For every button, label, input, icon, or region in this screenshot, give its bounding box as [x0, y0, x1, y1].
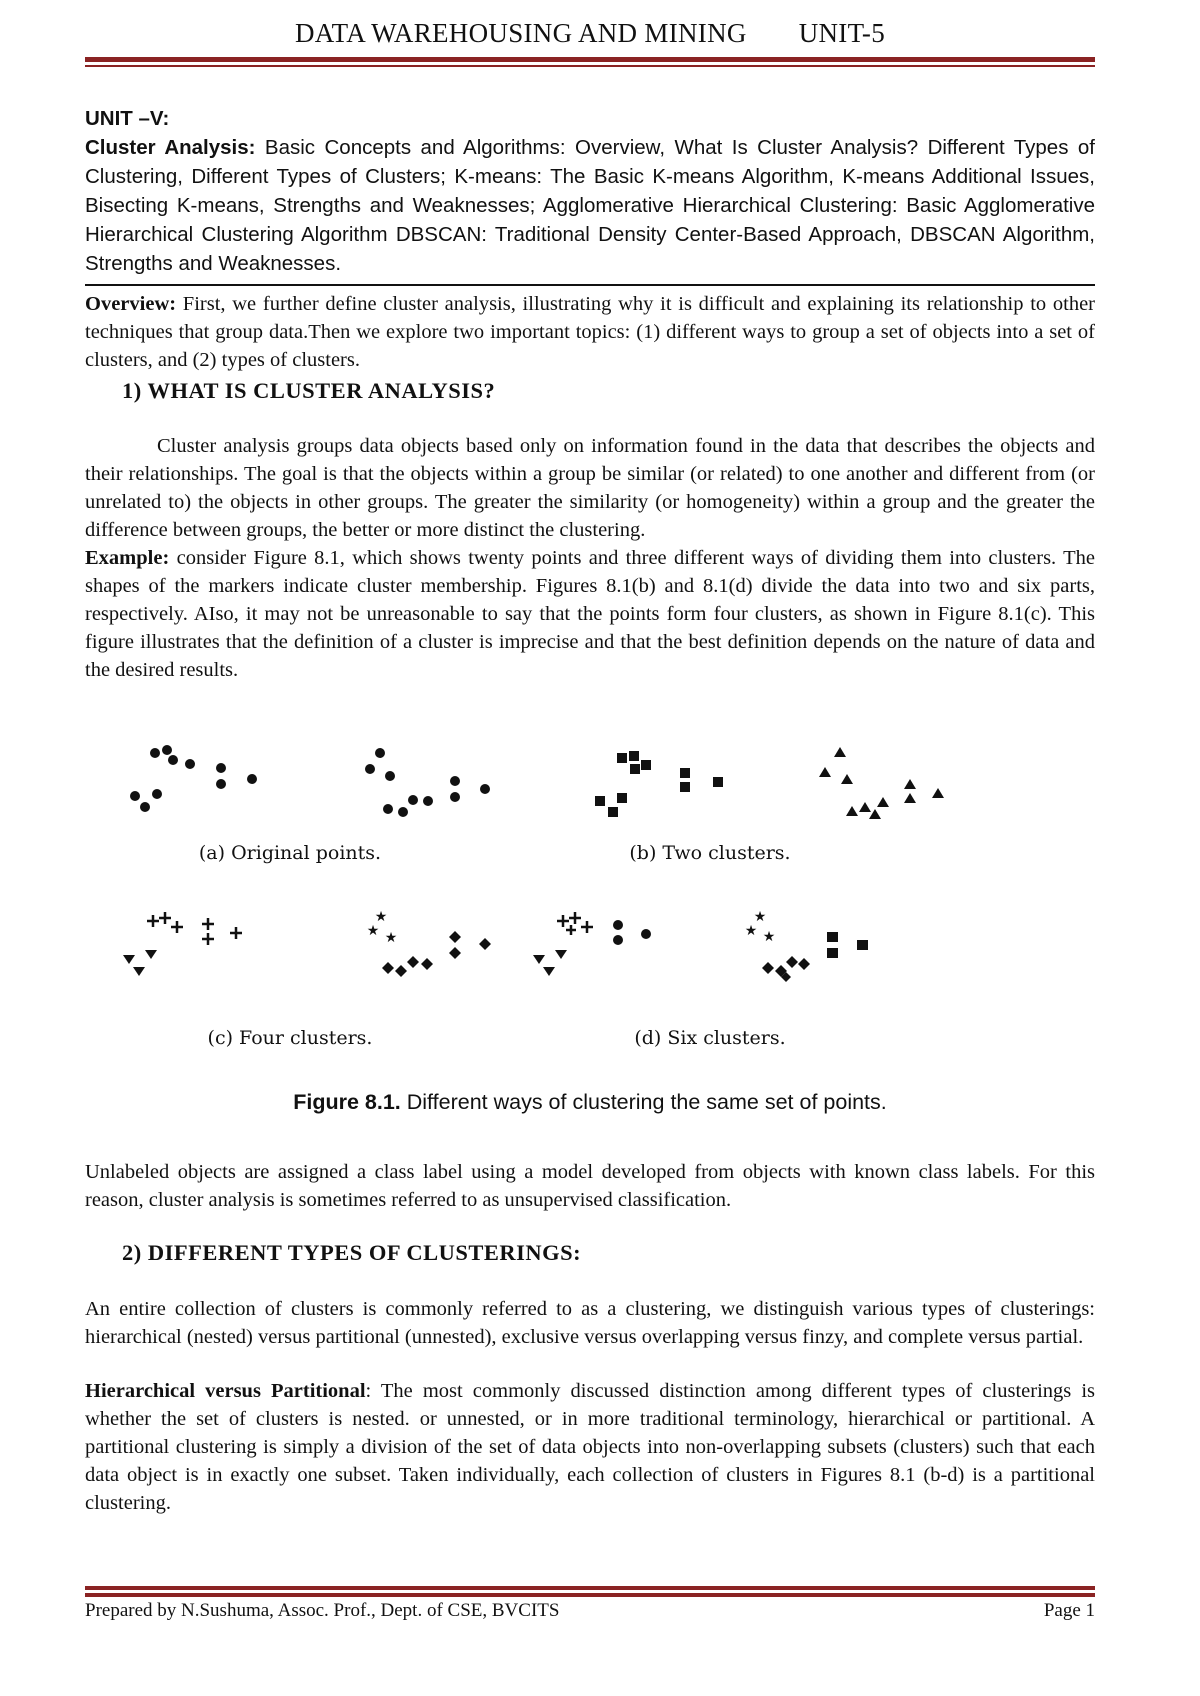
- figure-caption-label: Figure 8.1.: [293, 1090, 401, 1114]
- panel-c-diamonds: [382, 931, 491, 977]
- example-paragraph: [85, 544, 1095, 684]
- syllabus-text: [85, 133, 1095, 278]
- overview-lead: Overview:: [85, 293, 177, 315]
- panel-c-plus: [147, 912, 242, 945]
- subfig-a-label: (a) Original points.: [198, 842, 382, 864]
- panel-a-points: [130, 745, 490, 817]
- section1-paragraph: Cluster analysis groups data objects based only on information found in the data that describes the objects and their relationships. The goal is that the objects within a group be similar (or related) to one another and different from (or unrelated to) the objects in other groups. The greater the similarity (or homogeneity) within a group and the greater the difference between groups, the better or more distinct the clustering.: [85, 435, 1095, 541]
- hierarchical-lead: Hierarchical versus Partitional: [85, 1380, 366, 1402]
- section2-heading: 2) DIFFERENT TYPES OF CLUSTERINGS:: [122, 1240, 582, 1265]
- panel-b-triangles: [819, 747, 944, 819]
- subfig-c-label: (c) Four clusters.: [207, 1027, 373, 1049]
- overview-text: First, we further define cluster analysis, illustrating why it is difficult and explaining its relationship to other techniques that group data.Then we explore two important topics: (1) different ways to group a set of objects into a set of clusters, and (2) types of clusters.: [85, 293, 1095, 371]
- unit-label: UNIT –V:: [85, 107, 170, 130]
- panel-c-stars: [367, 909, 398, 946]
- footer-author: Prepared by N.Sushuma, Assoc. Prof., Dept. of CSE, BVCITS: [85, 1600, 560, 1621]
- svg-text:★: ★: [384, 930, 398, 946]
- panel-b-squares: [595, 751, 723, 817]
- panel-d-down-triangles: [533, 950, 567, 976]
- after-figure-paragraph: Unlabeled objects are assigned a class label using a model developed from objects with known class labels. For this reason, cluster analysis is sometimes referred to as unsupervised classification.: [85, 1161, 1095, 1211]
- section1-body: [85, 432, 1095, 684]
- syllabus-lead: Cluster Analysis:: [85, 136, 256, 159]
- page-number: Page 1: [1043, 1600, 1095, 1621]
- header-rule: [85, 57, 1095, 62]
- after-figure-block: [85, 1158, 1095, 1214]
- footer-rule: [85, 1586, 1095, 1590]
- overview-block: [85, 290, 1095, 374]
- svg-text:★: ★: [744, 923, 758, 939]
- overview-paragraph: [85, 290, 1095, 374]
- header-title: DATA WAREHOUSING AND MINING: [295, 18, 747, 48]
- figure-8-1: [85, 735, 1095, 1049]
- section2-paragraph: An entire collection of clusters is commonly referred to as a clustering, we distinguish various types of clusterings: hierarchical (nested) versus partitional (unnested), exclusive versus overlapping versus finzy, and complete versus partial.: [85, 1298, 1095, 1348]
- section2-body: [85, 1295, 1095, 1517]
- svg-text:★: ★: [366, 923, 380, 939]
- panel-d-diamonds: [762, 956, 810, 982]
- panel-d-squares: [827, 932, 868, 958]
- panel-c-down-triangles: [123, 950, 157, 976]
- header-unit: UNIT-5: [798, 18, 885, 48]
- subfig-b-label: (b) Two clusters.: [629, 842, 791, 864]
- example-text: consider Figure 8.1, which shows twenty points and three different ways of dividing them into clusters. The shapes of the markers indicate cluster membership. Figures 8.1(b) and 8.1(d) divide the data into two and six parts, respectively. AIso, it may not be unreasonable to say that the points form four clusters, as shown in Figure 8.1(c). This figure illustrates that the definition of a cluster is imprecise and that the best definition depends on the nature of data and the desired results.: [85, 547, 1095, 681]
- header-rule-thin: [85, 65, 1095, 67]
- page-header: [85, 18, 1095, 49]
- subfigure-labels: [199, 842, 791, 1049]
- section1-heading: 1) WHAT IS CLUSTER ANALYSIS?: [122, 378, 496, 403]
- panel-d-circles: [613, 920, 651, 945]
- hierarchical-paragraph: [85, 1377, 1095, 1517]
- syllabus-divider: [85, 284, 1095, 286]
- panel-d-plus: [557, 912, 593, 935]
- panel-d-stars: [745, 909, 776, 945]
- syllabus-body: Basic Concepts and Algorithms: Overview, What Is Cluster Analysis? Different Types of Clustering, Different Types of Clusters; K-means: The Basic K-means Algorithm, K-means Additional Issues, Bisecting K-means, Strengths and Weaknesses; Agglomerative Hierarchical Clustering: Basic Agglomerative Hierarchical Clustering Algorithm DBSCAN: Traditional Density Center-Based Approach, DBSCAN Algorithm, Strengths and Weaknesses.: [85, 136, 1095, 275]
- svg-text:★: ★: [753, 909, 767, 925]
- hierarchical-text: : The most commonly discussed distinction among different types of clusterings is whether the set of clusters is nested. or unnested, or in more traditional terminology, hierarchical or partitional. A partitional clustering is simply a division of the set of data objects into non-overlapping subsets (clusters) such that each data object is in exactly one subset. Taken individually, each collection of clusters in Figures 8.1 (b-d) is a partitional clustering.: [85, 1380, 1095, 1514]
- syllabus-block: [85, 104, 1095, 278]
- footer-rule-2: [85, 1593, 1095, 1597]
- figure-caption: [85, 1090, 1095, 1115]
- example-lead: Example:: [85, 547, 170, 569]
- svg-text:★: ★: [374, 909, 388, 925]
- figure-caption-text: Different ways of clustering the same set of points.: [400, 1090, 887, 1114]
- subfig-d-label: (d) Six clusters.: [634, 1027, 786, 1049]
- svg-text:★: ★: [762, 929, 776, 945]
